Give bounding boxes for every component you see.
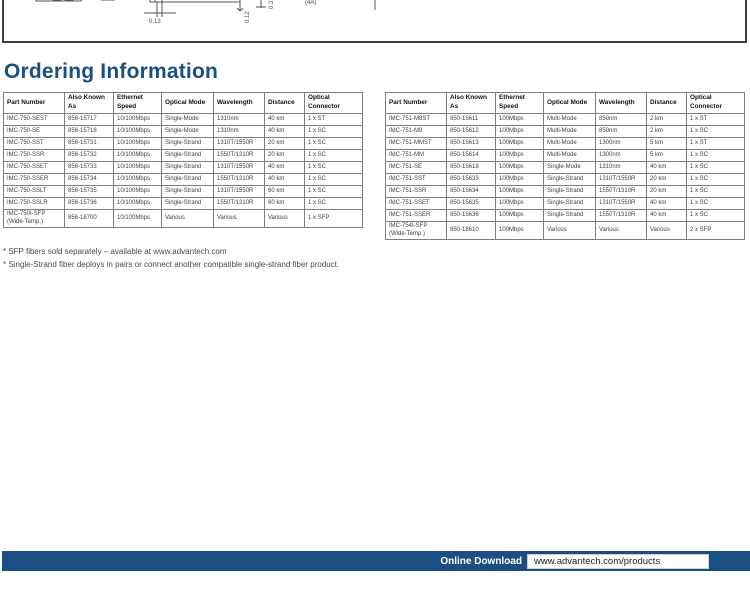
table-cell: Various xyxy=(544,222,596,240)
dimension-label-012: 0.12 xyxy=(245,11,251,23)
table-cell: 1310T/1550R xyxy=(214,138,265,150)
column-header: Distance xyxy=(647,93,687,114)
table-cell: 1 x SC xyxy=(305,126,363,138)
column-header: Also Known As xyxy=(65,93,114,114)
table-cell: IMC-750-SSET xyxy=(4,162,65,174)
table-cell: Single-Strand xyxy=(544,186,596,198)
table-cell: 856-15717 xyxy=(65,114,114,126)
table-cell: 5 km xyxy=(647,150,687,162)
table-cell: 1310nm xyxy=(214,126,265,138)
online-download-label: Online Download xyxy=(440,555,522,567)
table-cell: Single-Strand xyxy=(162,174,214,186)
table-cell: 1 x SC xyxy=(305,162,363,174)
table-cell: 1310T/1550R xyxy=(214,162,265,174)
table-cell: 40 km xyxy=(265,126,305,138)
table-cell: 850-15611 xyxy=(447,114,496,126)
table-cell: IMC-750-SSER xyxy=(4,174,65,186)
table-cell: 1 x ST xyxy=(687,114,745,126)
table-cell: 1310T/1550R xyxy=(214,186,265,198)
table-cell: IMC-750I-SFP (Wide-Temp.) xyxy=(4,210,65,228)
table-row xyxy=(4,174,363,186)
table-cell: 100Mbps xyxy=(496,138,544,150)
table-cell: 1 x SC xyxy=(687,174,745,186)
page-title: Ordering Information xyxy=(4,60,218,83)
table-cell: 1 x SC xyxy=(687,186,745,198)
table-cell: 20 km xyxy=(265,150,305,162)
column-header: Ethernet Speed xyxy=(496,93,544,114)
table-row xyxy=(4,138,363,150)
table-cell: 10/100Mbps xyxy=(114,162,162,174)
table-cell: Single-Mode xyxy=(162,126,214,138)
table-row xyxy=(4,210,363,228)
column-header: Ethernet Speed xyxy=(114,93,162,114)
table-cell: 1 x SC xyxy=(305,150,363,162)
table-cell: IMC-751-M8 xyxy=(386,126,447,138)
table-cell: 10/100Mbps xyxy=(114,138,162,150)
table-cell: 10/100Mbps xyxy=(114,114,162,126)
table-cell: 1550T/1310R xyxy=(596,186,647,198)
table-row xyxy=(386,198,745,210)
technical-drawing-panel xyxy=(2,0,747,43)
table-cell: 100Mbps xyxy=(496,114,544,126)
column-header: Optical Connector xyxy=(305,93,363,114)
table-cell: 856-15735 xyxy=(65,186,114,198)
table-cell: 850nm xyxy=(596,126,647,138)
table-cell: Multi-Mode xyxy=(544,114,596,126)
column-header: Optical Mode xyxy=(544,93,596,114)
table-row xyxy=(386,186,745,198)
table-cell: 856-15734 xyxy=(65,174,114,186)
table-cell: Single-Strand xyxy=(544,174,596,186)
table-cell: Single-Strand xyxy=(162,186,214,198)
table-cell: 1550T/1310R xyxy=(214,198,265,210)
table-cell: 1310T/1550R xyxy=(596,174,647,186)
table-cell: Multi-Mode xyxy=(544,126,596,138)
table-row xyxy=(4,162,363,174)
table-cell: 1 x SC xyxy=(687,198,745,210)
table-row xyxy=(386,174,745,186)
table-cell: Single-Strand xyxy=(162,162,214,174)
table-row xyxy=(386,138,745,150)
header-row xyxy=(4,93,363,114)
table-cell: 40 km xyxy=(265,114,305,126)
table-cell: IMC-751-M8ST xyxy=(386,114,447,126)
ordering-table-imc751 xyxy=(385,92,745,240)
column-header: Distance xyxy=(265,93,305,114)
table-cell: Single-Strand xyxy=(544,198,596,210)
table-cell: 60 km xyxy=(265,198,305,210)
table-cell: 1 x SC xyxy=(305,174,363,186)
table-row xyxy=(386,162,745,174)
table-cell: 2 km xyxy=(647,114,687,126)
table-cell: 850-15633 xyxy=(447,174,496,186)
column-header: Wavelength xyxy=(214,93,265,114)
footer-bar xyxy=(2,551,750,571)
table-cell: IMC-751-MMST xyxy=(386,138,447,150)
table-cell: Multi-Mode xyxy=(544,138,596,150)
table-cell: 40 km xyxy=(265,174,305,186)
dimension-label-013: 0.13 xyxy=(149,19,161,25)
download-url[interactable]: www.advantech.com/products xyxy=(527,554,709,569)
table-cell: 100Mbps xyxy=(496,198,544,210)
table-cell: 1 x SC xyxy=(687,126,745,138)
table-cell: 856-15736 xyxy=(65,198,114,210)
table-cell: 850-15635 xyxy=(447,198,496,210)
ordering-table-imc750 xyxy=(3,92,363,228)
table-cell: 850-15634 xyxy=(447,186,496,198)
table-cell: IMC-750-SSLT xyxy=(4,186,65,198)
table-cell: 1310nm xyxy=(214,114,265,126)
table-cell: Various xyxy=(647,222,687,240)
table-cell: 1 x SC xyxy=(687,150,745,162)
table-row xyxy=(4,186,363,198)
column-header: Also Known As xyxy=(447,93,496,114)
table-cell: 100Mbps xyxy=(496,150,544,162)
table-row xyxy=(4,114,363,126)
table-cell: 1310T/1550R xyxy=(596,198,647,210)
table-cell: 100Mbps xyxy=(496,210,544,222)
table-cell: 1550T/1310R xyxy=(596,210,647,222)
table-cell: 1550T/1310R xyxy=(214,150,265,162)
table-cell: 1 x ST xyxy=(305,114,363,126)
table-cell: Various xyxy=(214,210,265,228)
table-cell: 40 km xyxy=(647,162,687,174)
table-cell: 40 km xyxy=(647,210,687,222)
table-cell: 10/100Mbps xyxy=(114,126,162,138)
table-cell: IMC-751-SE xyxy=(386,162,447,174)
table-cell: 850-18610 xyxy=(447,222,496,240)
table-cell: 40 km xyxy=(265,162,305,174)
table-cell: 850-15614 xyxy=(447,150,496,162)
table-cell: 1 x SC xyxy=(687,162,745,174)
table-cell: IMC-750-SSLR xyxy=(4,198,65,210)
table-cell: 100Mbps xyxy=(496,186,544,198)
table-row xyxy=(386,210,745,222)
table-cell: 1310nm xyxy=(596,162,647,174)
table-cell: IMC-750-SST xyxy=(4,138,65,150)
table-row xyxy=(386,150,745,162)
table-cell: 856-15732 xyxy=(65,150,114,162)
table-cell: Single-Strand xyxy=(162,150,214,162)
table-cell: IMC-754I-SFP (Wide-Temp.) xyxy=(386,222,447,240)
table-row xyxy=(386,126,745,138)
footnotes xyxy=(3,246,377,271)
table-cell: 40 km xyxy=(647,198,687,210)
column-header: Optical Mode xyxy=(162,93,214,114)
table-row xyxy=(386,222,745,240)
table-cell: 10/100Mbps xyxy=(114,198,162,210)
table-cell: IMC-751-SSR xyxy=(386,186,447,198)
table-cell: 1550T/1310R xyxy=(214,174,265,186)
table-cell: 1 x SC xyxy=(305,138,363,150)
column-header: Optical Connector xyxy=(687,93,745,114)
table-cell: 100Mbps xyxy=(496,162,544,174)
table-cell: 856-15733 xyxy=(65,162,114,174)
table-cell: IMC-751-MM xyxy=(386,150,447,162)
table-cell: 5 km xyxy=(647,138,687,150)
table-cell: IMC-750-SEST xyxy=(4,114,65,126)
table-cell: 850nm xyxy=(596,114,647,126)
table-cell: Various xyxy=(265,210,305,228)
dimension-drawing xyxy=(4,0,745,41)
table-cell: 856-15731 xyxy=(65,138,114,150)
table-cell: 850-15612 xyxy=(447,126,496,138)
table-cell: IMC-751-SSER xyxy=(386,210,447,222)
table-cell: 60 km xyxy=(265,186,305,198)
table-cell: 20 km xyxy=(647,186,687,198)
column-header: Wavelength xyxy=(596,93,647,114)
table-cell: Single-Strand xyxy=(162,138,214,150)
table-cell: Single-Strand xyxy=(162,198,214,210)
table-cell: 1 x SC xyxy=(305,198,363,210)
table-cell: 2 km xyxy=(647,126,687,138)
table-row xyxy=(386,114,745,126)
table-cell: Single-Mode xyxy=(544,162,596,174)
table-cell: 1300nm xyxy=(596,150,647,162)
table-cell: Single-Mode xyxy=(162,114,214,126)
table-cell: 856-18700 xyxy=(65,210,114,228)
table-cell: 1300nm xyxy=(596,138,647,150)
table-cell: 1 x SC xyxy=(305,186,363,198)
footnote-sfp: * SFP fibers sold separately – available at www.advantech.com xyxy=(3,247,227,256)
table-cell: 850-15613 xyxy=(447,138,496,150)
table-cell: 856-15718 xyxy=(65,126,114,138)
table-cell: 10/100Mbps xyxy=(114,210,162,228)
table-row xyxy=(4,198,363,210)
column-header: Part Number xyxy=(4,93,65,114)
table-cell: 1 x ST xyxy=(687,138,745,150)
table-cell: 2 x SFP xyxy=(687,222,745,240)
table-cell: 1 x SC xyxy=(687,210,745,222)
header-row xyxy=(386,93,745,114)
column-header: Part Number xyxy=(386,93,447,114)
table-cell: 10/100Mbps xyxy=(114,186,162,198)
table-cell: 20 km xyxy=(647,174,687,186)
table-cell: IMC-751-SST xyxy=(386,174,447,186)
drawing-callout-4a: (4A) xyxy=(305,0,317,6)
footnote-single-strand: * Single-Strand fiber deploys in pairs or connect another compatible single-strand fiber product. xyxy=(3,259,340,269)
table-cell: 10/100Mbps xyxy=(114,150,162,162)
table-cell: 20 km xyxy=(265,138,305,150)
table-cell: 1 x SFP xyxy=(305,210,363,228)
table-cell: 10/100Mbps xyxy=(114,174,162,186)
table-cell: Various xyxy=(596,222,647,240)
table-cell: 100Mbps xyxy=(496,126,544,138)
table-cell: Various xyxy=(162,210,214,228)
table-cell: 100Mbps xyxy=(496,222,544,240)
table-cell: IMC-750-SE xyxy=(4,126,65,138)
table-row xyxy=(4,126,363,138)
table-cell: 100Mbps xyxy=(496,174,544,186)
table-cell: 850-15618 xyxy=(447,162,496,174)
table-cell: Single-Strand xyxy=(544,210,596,222)
table-cell: 850-15636 xyxy=(447,210,496,222)
table-cell: Multi-Mode xyxy=(544,150,596,162)
table-row xyxy=(4,150,363,162)
table-cell: IMC-750-SSR xyxy=(4,150,65,162)
table-cell: IMC-751-SSET xyxy=(386,198,447,210)
dimension-label-03: 0.3 xyxy=(269,0,275,9)
